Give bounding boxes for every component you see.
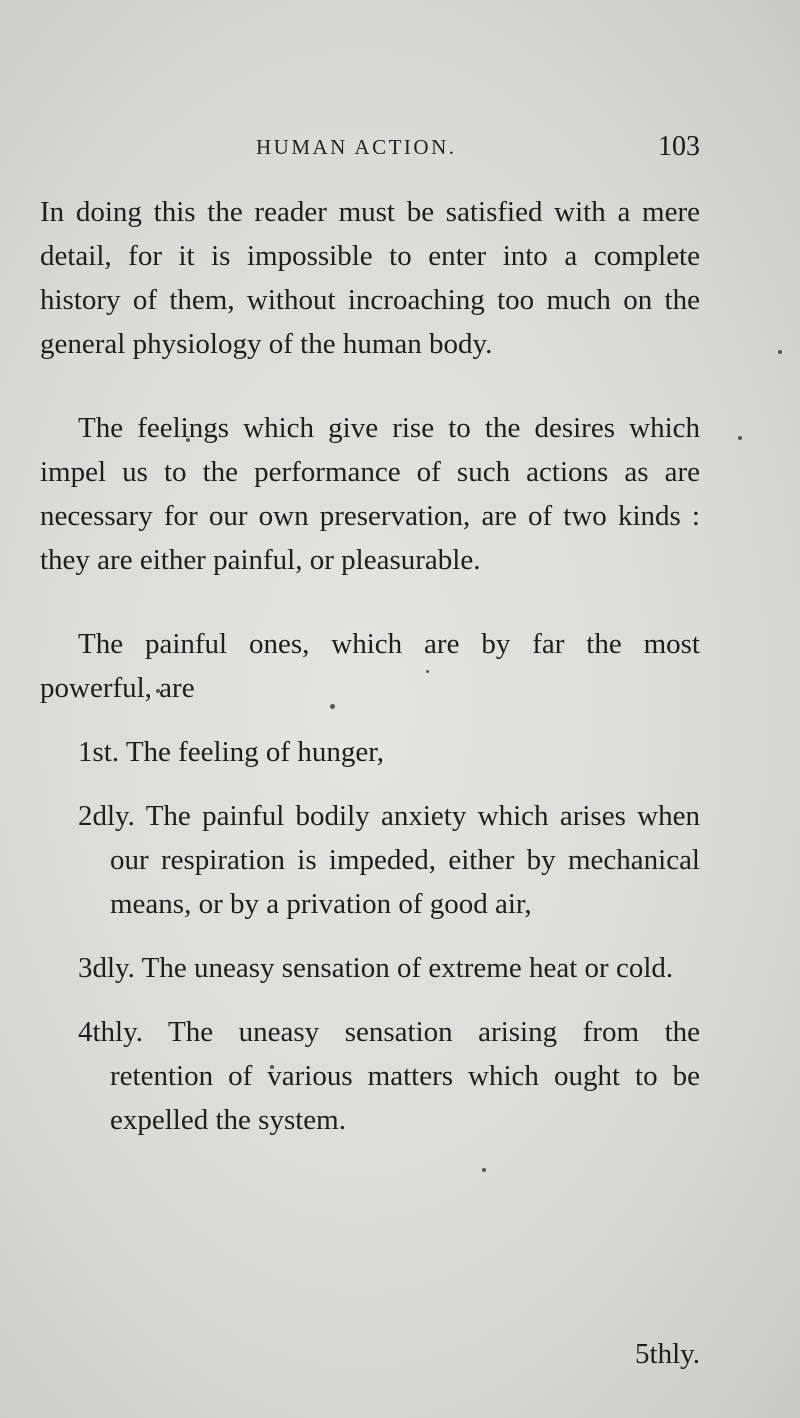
list-item: 4thly. The uneasy sensation arising from the retention of various matters which ought to be expelled the system. bbox=[78, 1016, 700, 1136]
list-item: 1st. The feeling of hunger, bbox=[78, 736, 384, 768]
list-item: 2dly. The painful bodily anxiety which arises when our respiration is impeded, either by mechanical means, or by a privation of good air, bbox=[78, 800, 700, 920]
ink-speck bbox=[778, 350, 782, 354]
page-number: 103 bbox=[658, 131, 700, 162]
paragraph: The painful ones, which are by far the most powerful, are bbox=[40, 628, 700, 704]
body-text bbox=[40, 190, 700, 1142]
catchword: 5thly. bbox=[635, 1338, 700, 1370]
page-header bbox=[40, 131, 700, 171]
paragraph: The feelings which give rise to the desires which impel us to the performance of such actions as are necessary for our own preservation, are of two kinds : they are either painful, or pleasurable. bbox=[40, 412, 700, 576]
list-item: 3dly. The uneasy sensation of extreme heat or cold. bbox=[78, 952, 674, 984]
paragraph: In doing this the reader must be satisfied with a mere detail, for it is impossible to enter into a complete history of them, without incroaching too much on the general physiology of the human body. bbox=[40, 196, 700, 360]
ink-speck bbox=[482, 1168, 486, 1172]
running-head: HUMAN ACTION. bbox=[256, 135, 457, 159]
ink-speck bbox=[738, 436, 742, 440]
